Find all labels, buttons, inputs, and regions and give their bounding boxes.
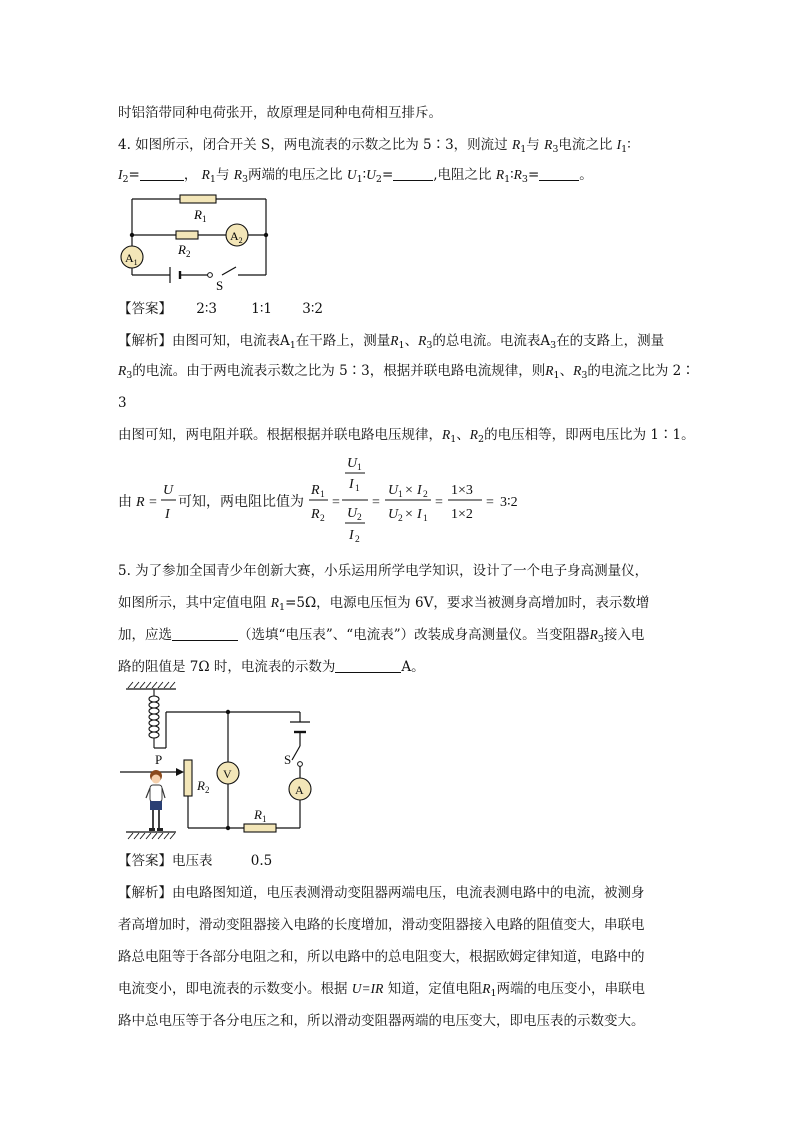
question-4-line-2: $I_2=$ ， $R_1$与 $R_3$两端的电压之比 $U_1∶U_2=$ ,电阻之比 $R_1∶R_3=$ 。 [118, 167, 593, 185]
svg-text:2: 2 [423, 490, 428, 500]
hatching [128, 682, 175, 839]
label-a: A [295, 783, 304, 797]
svg-text:1: 1 [320, 490, 325, 500]
svg-text:U: U [388, 507, 399, 522]
junction-dot [264, 233, 268, 237]
analysis-4-line-2: $R_3$的电流。由于两电流表示数之比为 5∶3，根据并联电路电流规律，则$R_1$、$R_3$的电流之比为 2∶ [118, 363, 695, 381]
spring [149, 689, 159, 748]
label-s: S [284, 752, 292, 767]
analysis-5-line-3: 路总电阻等于各部分电阻之和，所以电路中的总电阻变大，根据欧姆定律知道，电路中的 [118, 949, 645, 965]
ratio-formula [118, 455, 558, 547]
svg-text:可知，两电阻比值为: 可知，两电阻比值为 [178, 495, 304, 510]
switch-contact [298, 762, 303, 767]
svg-text:=: = [149, 495, 157, 510]
label-r1: $R_1$ [194, 207, 207, 224]
svg-text:R: R [311, 507, 320, 522]
svg-text:I: I [165, 507, 170, 522]
svg-text:×: × [405, 507, 413, 522]
question-4-line-1: 4. 如图所示，闭合开关 S，两电流表的示数之比为 5∶3，则流过 $R_1$与 $R_3$电流之比 $I_1∶$ [118, 137, 631, 155]
svg-text:=: = [332, 495, 340, 510]
svg-text:1×2: 1×2 [451, 507, 473, 522]
question-5-line-2: 如图所示，其中定值电阻 $R_1=5\Omega$，电源电压恒为 6V，要求当被测身高增加时，表示数增 [118, 595, 650, 613]
svg-text:2: 2 [357, 513, 362, 523]
svg-text:U: U [388, 483, 399, 498]
svg-text:I: I [417, 507, 422, 522]
analysis-5-line-1: 【解析】由电路图知道，电压表测滑动变阻器两端电压，电流表测电路中的电流，被测身 [118, 885, 645, 901]
analysis-5-line-4: 电流变小，即电流表的示数变小。根据 U=IR 知道，定值电阻$R_1$两端的电压变小，串联电 [118, 981, 645, 999]
resistor-r2 [176, 231, 198, 239]
question-5-line-1: 5. 为了参加全国青少年创新大赛，小乐运用所学电学知识，设计了一个电子身高测量仪， [118, 563, 649, 579]
label-a1: $A_1$ [125, 251, 138, 267]
analysis-5-line-2: 者高增加时，滑动变阻器接入电路的长度增加，滑动变阻器接入电路的阻值变大，串联电 [118, 917, 645, 933]
svg-text:1: 1 [423, 514, 428, 524]
svg-text:U: U [347, 506, 358, 521]
svg-text:2: 2 [320, 514, 325, 524]
svg-text:I: I [417, 483, 422, 498]
label-switch: S [216, 278, 224, 292]
label-p: P [155, 752, 163, 767]
svg-text:U: U [347, 456, 358, 471]
svg-text:=: = [435, 495, 443, 510]
analysis-4-line-1: 【解析】由图可知，电流表$A_1$在干路上，测量$R_1$、$R_3$的总电流。电流表$A_3$在的支路上，测量 [118, 333, 665, 351]
analysis-5-line-5: 路中总电压等于各分电压之和，所以滑动变阻器两端的电压变大，即电压表的示数变大。 [118, 1013, 645, 1029]
svg-text:由: 由 [118, 495, 132, 510]
svg-text:1: 1 [357, 463, 362, 473]
junction-dot [130, 233, 134, 237]
answer-blank[interactable] [539, 166, 579, 181]
svg-text:=: = [486, 495, 494, 510]
svg-text:I: I [349, 477, 354, 492]
junction-dot [226, 826, 230, 830]
label-r2: $R_2$ [178, 242, 191, 259]
answer-blank[interactable] [140, 166, 184, 181]
label-v: V [223, 767, 232, 781]
answer-4: 【答案】 2∶3 1∶1 3∶2 [118, 301, 323, 317]
analysis-4-line-3: 3 [118, 395, 127, 411]
svg-text:=: = [372, 495, 380, 510]
resistor-r1 [244, 824, 276, 832]
svg-text:1: 1 [355, 484, 360, 494]
circuit-diagram-1 [118, 192, 278, 292]
label-a2: $A_2$ [230, 229, 243, 245]
text-line: 时铝箔带同种电荷张开，故原理是同种电荷相互排斥。 [118, 105, 442, 121]
label-r2: $R_2$ [197, 778, 210, 795]
svg-text:R: R [136, 495, 145, 510]
analysis-4-line-4: 由图可知，两电阻并联。根据根据并联电路电压规律，$R_1$、$R_2$的电压相等，即两电压比为 1∶1。 [118, 427, 695, 445]
svg-text:1: 1 [398, 490, 403, 500]
rheostat-r2 [184, 760, 192, 796]
svg-text:U: U [163, 483, 174, 498]
svg-text:3∶2: 3∶2 [500, 495, 518, 510]
svg-text:R: R [311, 483, 320, 498]
question-5-line-4: 路的阻值是 7Ω 时，电流表的示数为 A。 [118, 659, 425, 675]
resistor-r1 [180, 195, 216, 203]
junction-dot [226, 710, 230, 714]
svg-text:I: I [349, 528, 354, 543]
person-figure [146, 770, 165, 831]
circuit-diagram-2 [118, 680, 328, 845]
answer-5: 【答案】电压表 0.5 [118, 853, 273, 869]
question-5-line-3: 加，应选 （选填“电压表”、“电流表”）改装成身高测量仪。当变阻器$R_3$接入电 [118, 627, 645, 645]
slider-arrow [176, 768, 184, 776]
svg-text:2: 2 [355, 535, 360, 545]
answer-blank[interactable] [393, 166, 433, 181]
switch-contact [208, 273, 213, 278]
svg-text:1×3: 1×3 [451, 483, 473, 498]
label-r1: $R_1$ [254, 807, 267, 824]
answer-blank[interactable] [335, 658, 401, 673]
svg-text:2: 2 [398, 514, 403, 524]
svg-text:×: × [405, 483, 413, 498]
answer-blank[interactable] [172, 626, 238, 641]
